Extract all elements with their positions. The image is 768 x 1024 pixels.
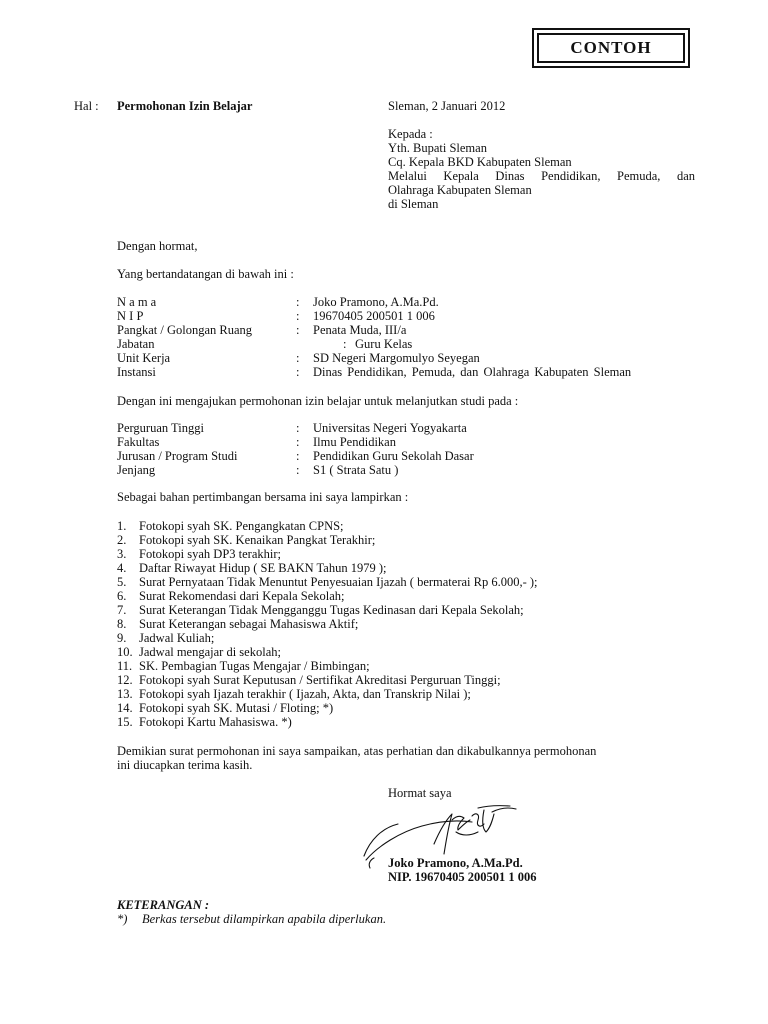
identity-row [117,309,697,323]
list-number: 3. [117,547,127,561]
field-value: Guru Kelas [355,337,413,351]
list-item [117,631,214,645]
study-row [117,463,697,477]
field-colon: : [296,435,300,449]
list-number: 8. [117,617,127,631]
signer-nip: NIP. 19670405 200501 1 006 [388,870,537,884]
list-number: 1. [117,519,127,533]
field-value: Pendidikan Guru Sekolah Dasar [313,449,474,463]
study-row [117,435,697,449]
list-text: Fotokopi Kartu Mahasiswa. *) [139,715,292,729]
field-value: Ilmu Pendidikan [313,435,396,449]
list-item [117,561,386,575]
list-text: Fotokopi syah DP3 terakhir; [139,547,282,561]
field-value: Dinas Pendidikan, Pemuda, dan Olahraga Kabupaten Sleman [313,365,632,379]
field-value: Penata Muda, III/a [313,323,407,337]
field-colon: : [296,365,300,379]
recipient-line: di Sleman [388,197,439,211]
identity-row [117,351,697,365]
field-label: N a m a [117,295,157,309]
list-text: Fotokopi syah Surat Keputusan / Sertifikat Akreditasi Perguruan Tinggi; [139,673,501,687]
identity-row [117,337,697,351]
list-item [117,547,281,561]
list-text: Surat Pernyataan Tidak Menuntut Penyesuaian Ijazah ( bermaterai Rp 6.000,- ); [139,575,538,589]
note-title: KETERANGAN : [117,898,210,912]
list-number: 6. [117,589,127,603]
greeting: Dengan hormat, [117,239,198,253]
study-row [117,421,697,435]
list-item [117,645,281,659]
list-number: 7. [117,603,127,617]
list-item [117,715,292,729]
list-text: Surat Keterangan Tidak Mengganggu Tugas Kedinasan dari Kepala Sekolah; [139,603,524,617]
identity-row [117,323,697,337]
list-text: Fotokopi syah Ijazah terakhir ( Ijazah, Akta, dan Transkrip Nilai ); [139,687,471,701]
field-value: SD Negeri Margomulyo Seyegan [313,351,480,365]
field-label: Jenjang [117,463,156,477]
field-label: Unit Kerja [117,351,171,365]
attachments-intro: Sebagai bahan pertimbangan bersama ini saya lampirkan : [117,490,409,504]
list-text: Fotokopi syah SK. Mutasi / Floting; *) [139,701,334,715]
list-number: 4. [117,561,127,575]
list-number: 11. [117,659,133,673]
recipient-line: Cq. Kepala BKD Kabupaten Sleman [388,155,572,169]
note-marker: *) [117,912,128,926]
list-text: Fotokopi syah SK. Kenaikan Pangkat Terakhir; [139,533,376,547]
recipient-line: Yth. Bupati Sleman [388,141,487,155]
list-item [117,673,501,687]
hal-label: Hal : [74,99,99,113]
field-colon: : [296,351,300,365]
list-number: 2. [117,533,127,547]
list-number: 14. [117,701,133,715]
request-text: Dengan ini mengajukan permohonan izin belajar untuk melanjutkan studi pada : [117,394,519,408]
field-colon: : [296,295,300,309]
stamp-label: CONTOH [537,33,685,63]
list-number: 9. [117,631,127,645]
list-item [117,519,344,533]
recipient-line: Kepada : [388,127,433,141]
field-colon: : [296,421,300,435]
list-number: 10. [117,645,133,659]
list-item [117,533,375,547]
study-row [117,449,697,463]
field-label: Perguruan Tinggi [117,421,204,435]
list-item [117,701,333,715]
field-label: Instansi [117,365,156,379]
field-colon: : [296,323,300,337]
list-number: 12. [117,673,133,687]
recipient-line: Melalui Kepala Dinas Pendidikan, Pemuda, dan [388,169,695,183]
place-date: Sleman, 2 Januari 2012 [388,99,506,113]
field-colon: : [296,463,300,477]
list-text: Surat Rekomendasi dari Kepala Sekolah; [139,589,345,603]
list-number: 15. [117,715,133,729]
field-label: Pangkat / Golongan Ruang [117,323,253,337]
field-label: Jabatan [117,337,155,351]
identity-row [117,295,697,309]
field-label: N I P [117,309,144,323]
field-label: Jurusan / Program Studi [117,449,238,463]
field-colon: : [296,449,300,463]
field-value: Joko Pramono, A.Ma.Pd. [313,295,439,309]
list-text: Daftar Riwayat Hidup ( SE BAKN Tahun 1979 ); [139,561,387,575]
contoh-stamp [532,28,690,68]
note-text: Berkas tersebut dilampirkan apabila diperlukan. [142,912,387,926]
list-item [117,589,345,603]
field-value: Universitas Negeri Yogyakarta [313,421,467,435]
closing-line: Demikian surat permohonan ini saya sampaikan, atas perhatian dan dikabulkannya permohonan [117,744,597,758]
recipient-line: Olahraga Kabupaten Sleman [388,183,532,197]
list-item [117,617,358,631]
field-colon: : [296,309,300,323]
list-number: 5. [117,575,127,589]
list-text: Fotokopi syah SK. Pengangkatan CPNS; [139,519,344,533]
list-number: 13. [117,687,133,701]
list-item [117,659,370,673]
letter-subject: Permohonan Izin Belajar [117,99,253,113]
list-item [117,687,471,701]
field-colon: : [343,337,347,351]
list-item [117,603,524,617]
salutation: Hormat saya [388,786,452,800]
signer-name: Joko Pramono, A.Ma.Pd. [388,856,523,870]
list-text: Jadwal Kuliah; [139,631,215,645]
list-item [117,575,538,589]
field-label: Fakultas [117,435,160,449]
identity-row [117,365,697,379]
closing-line: ini diucapkan terima kasih. [117,758,253,772]
intro-text: Yang bertandatangan di bawah ini : [117,267,294,281]
list-text: Jadwal mengajar di sekolah; [139,645,281,659]
list-text: SK. Pembagian Tugas Mengajar / Bimbingan; [139,659,370,673]
list-text: Surat Keterangan sebagai Mahasiswa Aktif; [139,617,359,631]
field-value: S1 ( Strata Satu ) [313,463,399,477]
field-value: 19670405 200501 1 006 [313,309,435,323]
